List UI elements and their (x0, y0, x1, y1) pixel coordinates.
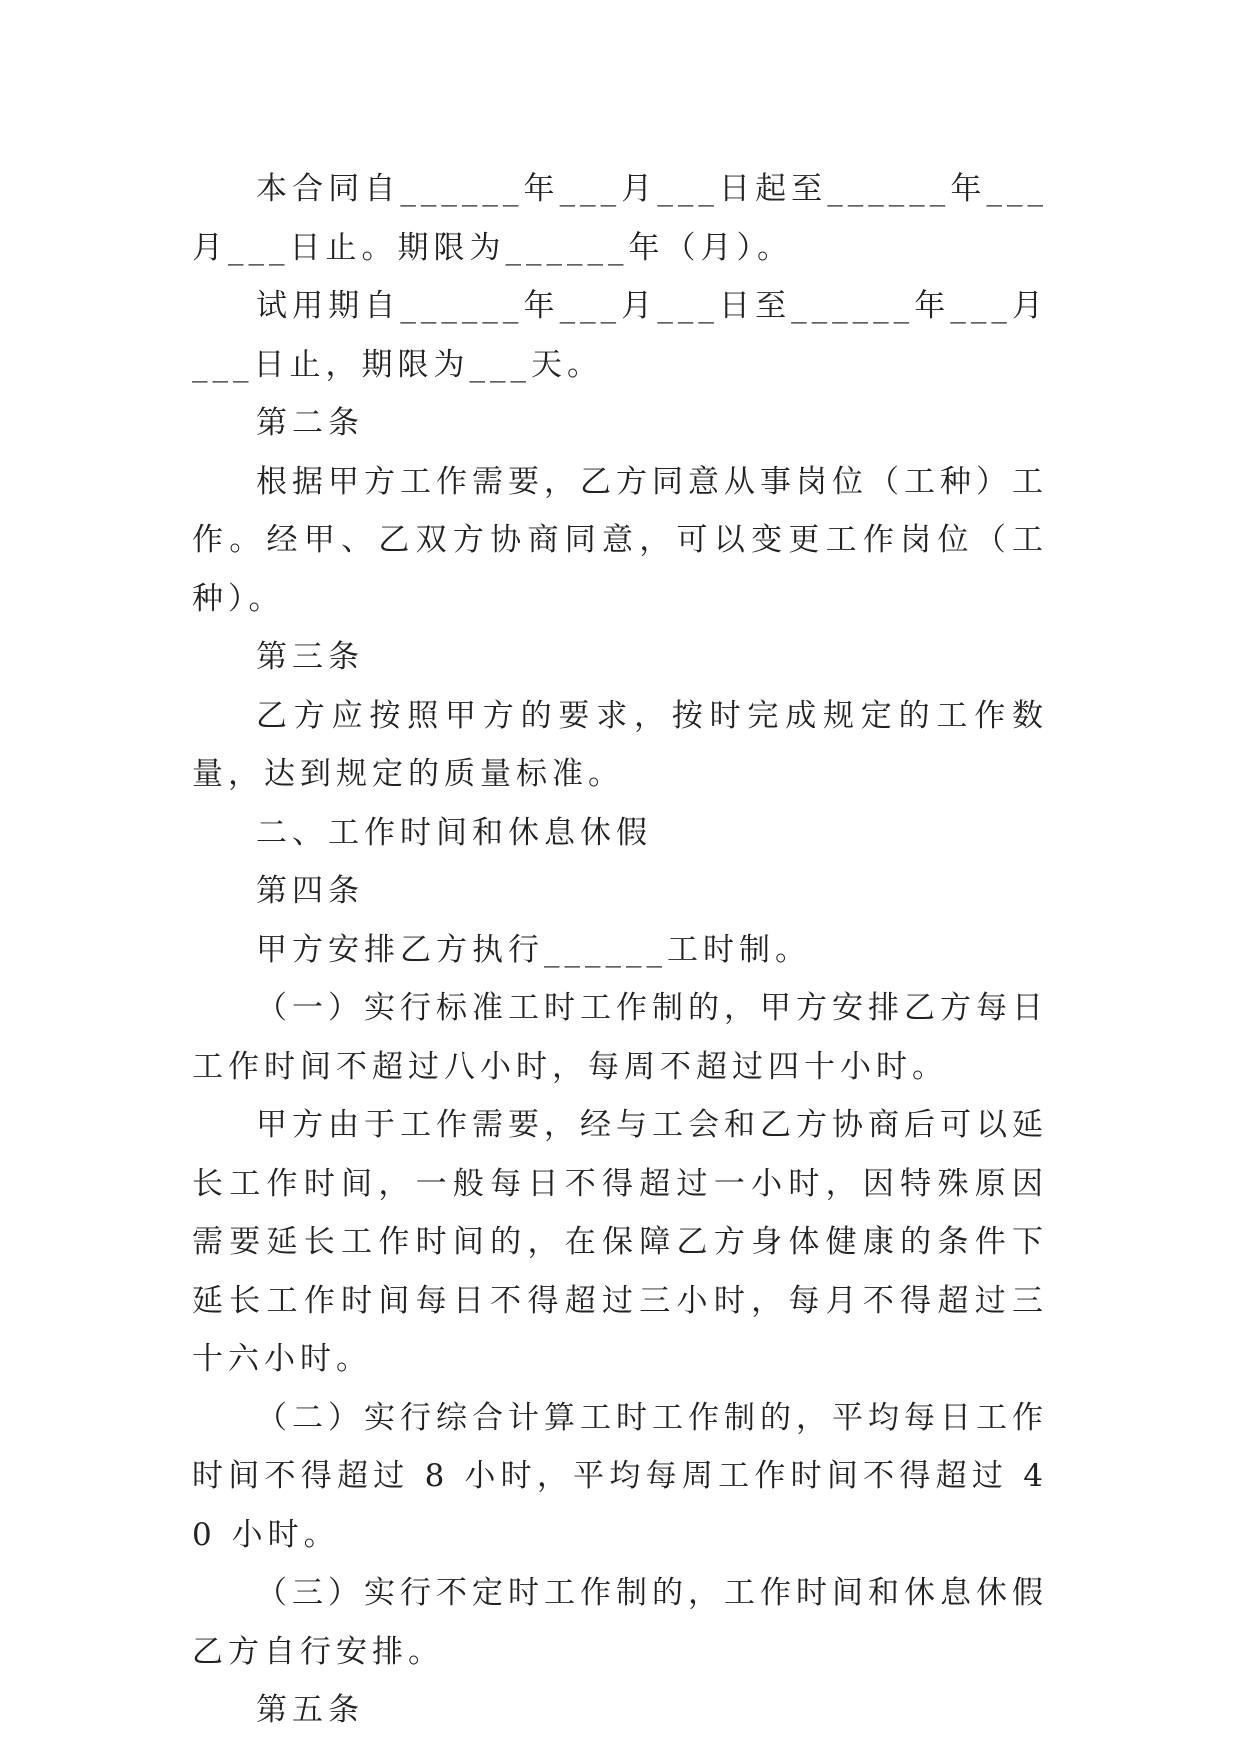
paragraph-comprehensive-hours: （二）实行综合计算工时工作制的，平均每日工作时间不得超过 8 小时，平均每周工作时间不得超过 40 小时。 (192, 1399, 1048, 1553)
paragraph-work-quality: 乙方应按照甲方的要求，按时完成规定的工作数量，达到规定的质量标准。 (192, 697, 1048, 792)
paragraph-contract-term: 本合同自______年___月___日起至______年___月___日止。期限为______年（月）。 (192, 171, 1048, 266)
paragraph-probation-period: 试用期自______年___月___日至______年___月___日止，期限为___天。 (192, 288, 1048, 383)
heading-article-3: 第三条 (256, 639, 364, 675)
heading-article-4: 第四条 (256, 873, 364, 909)
paragraph-overtime: 甲方由于工作需要，经与工会和乙方协商后可以延长工作时间，一般每日不得超过一小时，因特殊原因需要延长工作时间的，在保障乙方身体健康的条件下延长工作时间每日不得超过三小时，每月不得超过三十六小时。 (192, 1107, 1048, 1377)
section-heading-work-hours: 二、工作时间和休息休假 (256, 814, 652, 851)
paragraph-flexible-hours: （三）实行不定时工作制的，工作时间和休息休假乙方自行安排。 (192, 1575, 1048, 1670)
document-body (192, 160, 1048, 1740)
heading-article-5: 第五条 (256, 1692, 364, 1728)
paragraph-standard-hours: （一）实行标准工时工作制的，甲方安排乙方每日工作时间不超过八小时，每周不超过四十小时。 (192, 990, 1048, 1085)
paragraph-hours-system: 甲方安排乙方执行______工时制。 (256, 931, 811, 968)
paragraph-job-position: 根据甲方工作需要，乙方同意从事岗位（工种）工作。经甲、乙双方协商同意，可以变更工作岗位（工种）。 (192, 463, 1048, 617)
heading-article-2: 第二条 (256, 405, 364, 441)
